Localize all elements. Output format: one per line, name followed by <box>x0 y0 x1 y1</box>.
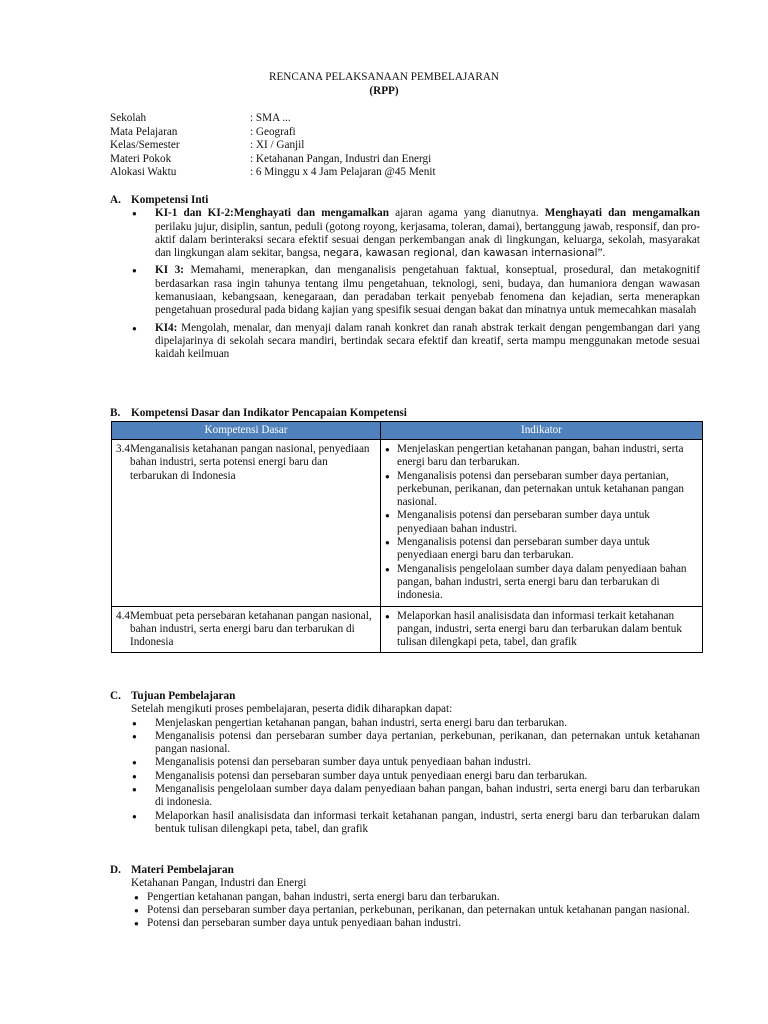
ki4-bold: KI4: <box>155 321 178 334</box>
list-item: ● Menganalisis potensi dan persebaran sumber daya pertanian, perkebunan, perikanan, dan peternakan untuk ketahanan pangan nasional. <box>131 730 700 757</box>
ki3-bold: KI 3: <box>155 264 184 277</box>
section-letter: A. <box>110 194 121 206</box>
section-letter: D. <box>110 864 121 876</box>
section-letter: C. <box>110 690 121 702</box>
ki12-text-3: negara, kawasan regional, dan kawasan internasional <box>323 248 598 260</box>
section-title: Tujuan Pembelajaran <box>131 690 236 702</box>
list-item: ● Menganalisis potensi dan persebaran sumber daya untuk penyediaan bahan industri. <box>131 756 700 769</box>
indicator-item: ● Melaporkan hasil analisisdata dan informasi terkait ketahanan pangan, industri, serta energi baru dan terbarukan dalam bentuk tulisan dilengkapi peta, tabel, dan grafik <box>385 610 698 650</box>
section-letter: B. <box>110 407 121 419</box>
section-kompetensi-dasar <box>110 407 700 420</box>
title-line-1: RENCANA PELAKSANAAN PEMBELAJARAN <box>269 71 499 83</box>
section-materi-pembelajaran <box>110 864 700 930</box>
section-kompetensi-inti <box>110 194 700 362</box>
kd-text: Menganalisis ketahanan pangan nasional, penyediaan bahan industri, serta potensi energi baru dan terbarukan di Indonesia <box>129 443 370 482</box>
ki12-bold-2: Menghayati dan mengamalkan <box>544 207 700 220</box>
ki3-text: Memahami, menerapkan, dan menganalisis pengetahuan faktual, konseptual, prosedural, dan metakognitif berdasarkan rasa ingin tahunya tentang ilmu pengetahuan, teknologi, seni, budaya, dan humaniora dengan wawasan kemanusiaan, kebangsaan, kenegaraan, dan peradaban terkait penyebab fenomena dan kejadian, serta menerapkan pengetahuan prosedural pada bidang kajian yang spesifik sesuai dengan bakat dan minatnya untuk memecahkan masalah <box>155 264 700 317</box>
table-header-row <box>112 422 703 440</box>
materi-list <box>131 891 700 931</box>
list-item <box>131 322 700 362</box>
ki12-text-4: ”. <box>597 247 606 260</box>
tujuan-list <box>110 717 700 837</box>
identity-value: : 6 Minggu x 4 Jam Pelajaran @45 Menit <box>250 166 436 178</box>
kd-text: Membuat peta persebaran ketahanan pangan nasional, bahan industri, serta energi baru dan terbarukan di Indonesia <box>129 609 372 649</box>
indicator-item: ● Menganalisis potensi dan persebaran sumber daya pertanian, perkebunan, perikanan, dan peternakan untuk ketahanan pangan nasional. <box>385 470 698 510</box>
section-title: Kompetensi Dasar dan Indikator Pencapaian Kompetensi <box>131 407 407 419</box>
table-row <box>112 606 703 653</box>
section-heading <box>110 864 700 877</box>
kd-indicator-table <box>111 421 703 653</box>
list-item: ● Menganalisis pengelolaan sumber daya dalam penyediaan bahan pangan, bahan industri, serta energi baru dan terbarukan di indonesia. <box>131 783 700 810</box>
identity-label: Mata Pelajaran <box>110 125 178 138</box>
identity-value: : Geografi <box>250 125 296 138</box>
identity-row <box>110 166 436 180</box>
list-item <box>131 264 700 317</box>
section-heading <box>110 407 700 420</box>
kd-cell <box>112 606 381 653</box>
ki12-text-2: perilaku jujur, disiplin, santun, peduli (gotong royong, kerjasama, toleran, damai), bertanggung jawab, responsif, dan pro-aktif dalam berinteraksi secara efektif sesuai dengan perkembangan anak di lingkungan, keluarga, sekolah, masyarakat dan lingkungan alam sekitar, bangsa, <box>155 220 700 260</box>
identity-row <box>110 126 436 140</box>
identity-label: Alokasi Waktu <box>110 166 177 178</box>
identity-label: Kelas/Semester <box>110 139 180 151</box>
ki-list <box>110 207 700 361</box>
identity-row <box>110 153 436 167</box>
list-item: ● Pengertian ketahanan pangan, bahan industri, serta energi baru dan terbarukan. <box>131 891 700 904</box>
indicator-item: ● Menganalisis potensi dan persebaran sumber daya untuk penyediaan bahan industri. <box>385 509 698 536</box>
section-intro: Setelah mengikuti proses pembelajaran, peserta didik diharapkan dapat: <box>131 703 453 716</box>
ki4-text: Mengolah, menalar, dan menyaji dalam ranah konkret dan ranah abstrak terkait dengan pengembangan dari yang dipelajarinya di sekolah secara mandiri, bertindak secara efektif dan kreatif, serta mampu menggunakan metode sesuai kaidah keilmuan <box>155 321 700 361</box>
indicator-item: ● Menjelaskan pengertian ketahanan pangan, bahan industri, serta energi baru dan terbarukan. <box>385 443 698 470</box>
indicator-item: ● Menganalisis potensi dan persebaran sumber daya untuk penyediaan energi baru dan terbarukan. <box>385 536 698 563</box>
kd-number: 3.4 <box>116 443 130 455</box>
section-heading <box>110 194 700 207</box>
identity-value: : XI / Ganjil <box>250 139 305 151</box>
column-header-kd: Kompetensi Dasar <box>112 422 381 440</box>
list-item: ● Melaporkan hasil analisisdata dan informasi terkait ketahanan pangan, industri, serta energi baru dan terbarukan dalam bentuk tulisan dilengkapi peta, tabel, dan grafik <box>131 810 700 837</box>
identity-label: Materi Pokok <box>110 152 172 165</box>
identity-value: : Ketahanan Pangan, Industri dan Energi <box>250 152 432 165</box>
section-title: Kompetensi Inti <box>131 194 209 206</box>
indicator-item: ● Menganalisis pengelolaan sumber daya dalam penyediaan bahan pangan, bahan industri, serta energi baru dan terbarukan di indonesia. <box>385 563 698 603</box>
section-heading <box>110 690 700 703</box>
title-line-2: (RPP) <box>369 85 399 97</box>
indicator-cell <box>381 606 703 653</box>
identity-row <box>110 139 436 153</box>
identity-label: Sekolah <box>110 112 147 124</box>
ki12-text-1: ajaran agama yang dianutnya. <box>388 207 545 220</box>
ki12-bold-1: KI-1 dan KI-2:Menghayati dan mengamalkan <box>155 207 389 220</box>
identity-row <box>110 112 436 126</box>
section-tujuan-pembelajaran <box>110 690 700 836</box>
list-item: ● Potensi dan persebaran sumber daya pertanian, perkebunan, perikanan, dan peternakan untuk ketahanan pangan nasional. <box>131 904 700 917</box>
section-intro: Ketahanan Pangan, Industri dan Energi <box>131 877 307 890</box>
list-item: ● Menjelaskan pengertian ketahanan pangan, bahan industri, serta energi baru dan terbarukan. <box>131 717 700 730</box>
column-header-indikator: Indikator <box>381 422 703 440</box>
list-item <box>131 207 700 260</box>
document-title <box>0 70 768 98</box>
table-row <box>112 440 703 607</box>
list-item: ● Potensi dan persebaran sumber daya untuk penyediaan bahan industri. <box>131 917 700 930</box>
section-title: Materi Pembelajaran <box>131 864 234 876</box>
list-item: ● Menganalisis potensi dan persebaran sumber daya untuk penyediaan energi baru dan terbarukan. <box>131 770 700 783</box>
identity-table <box>110 112 436 180</box>
kd-cell <box>112 440 381 607</box>
identity-value: : SMA ... <box>250 112 291 124</box>
kd-number: 4.4 <box>116 609 130 622</box>
indicator-cell <box>381 440 703 607</box>
